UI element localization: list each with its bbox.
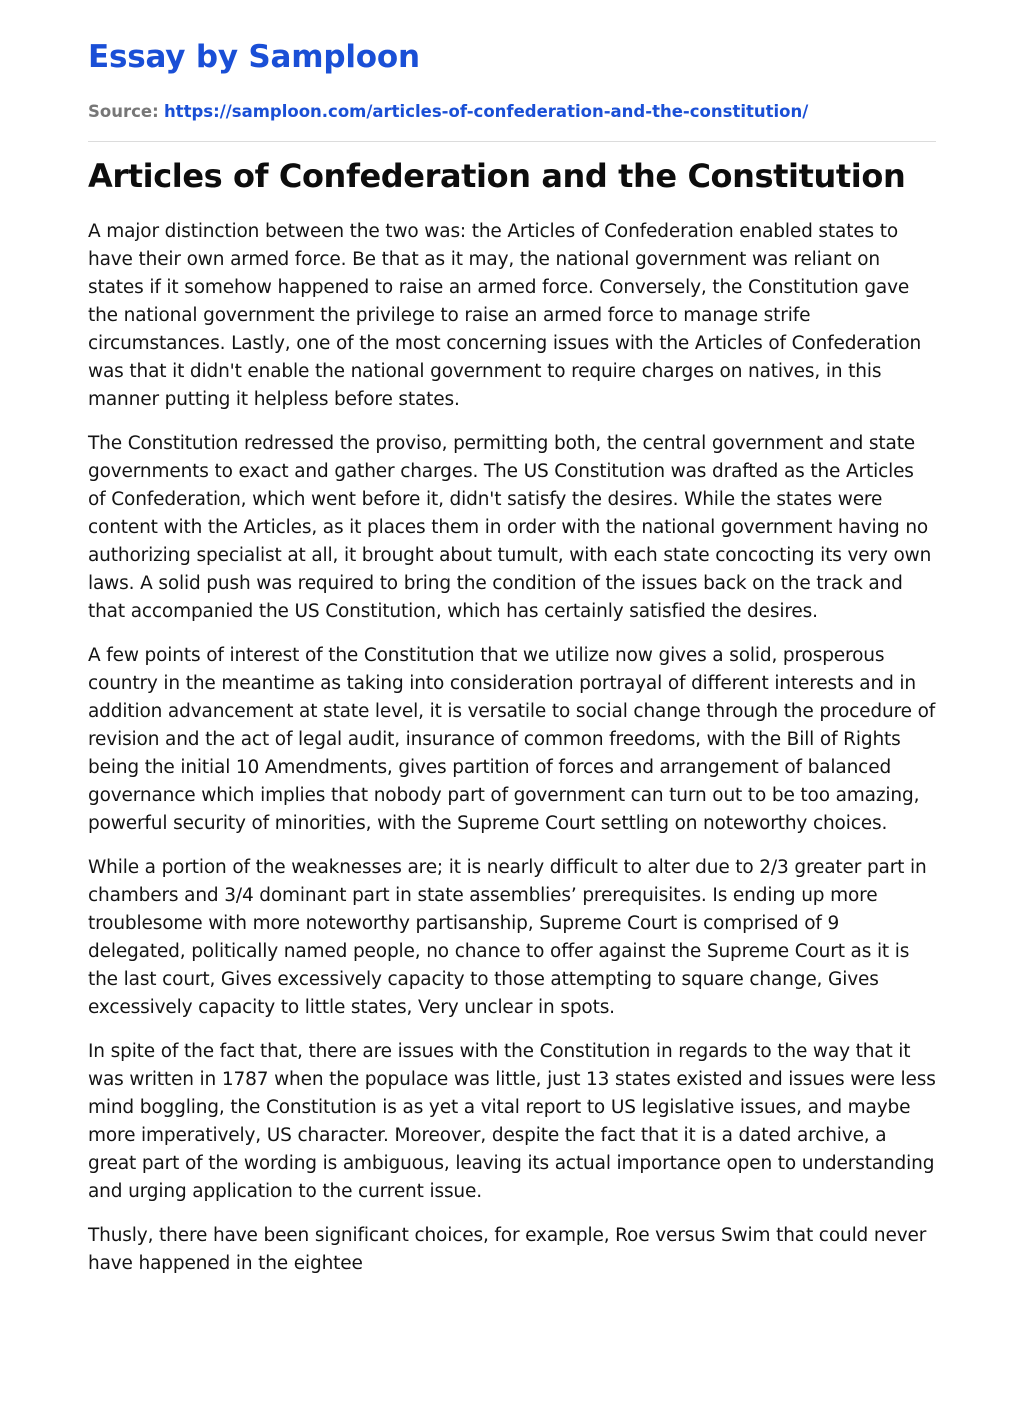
article-paragraph: In spite of the fact that, there are issues with the Constitution in regards to the way that it was written in 1787 when the populace was little, just 13 states existed and issues were less mind boggling, the Constitution is as yet a vital report to US legislative issues, and maybe more imperatively, US character. Moreover, despite the fact that it is a dated archive, a great part of the wording is ambiguous, leaving its actual importance open to understanding and urging application to the current issue. — [88, 1041, 936, 1202]
article-title: Articles of Confederation and the Constitution — [88, 157, 906, 195]
article-paragraph: The Constitution redressed the proviso, permitting both, the central government and state governments to exact and gather charges. The US Constitution was drafted as the Articles of Confederation, which went before it, didn't satisfy the desires. While the states were content with the Articles, as it places them in order with the national government having no authorizing specialist at all, it brought about tumult, with each state concocting its very own laws. A solid push was required to bring the condition of the issues back on the track and that accompanied the US Constitution, which has certainly satisfied the desires. — [88, 433, 932, 622]
source-link[interactable]: https://samploon.com/articles-of-confederation-and-the-constitution/ — [163, 102, 809, 121]
article-paragraph: Thusly, there have been significant choices, for example, Roe versus Swim that could never have happened in the eightee — [88, 1225, 927, 1274]
source-line — [88, 100, 936, 124]
header-divider — [88, 141, 936, 142]
source-label: Source: — [88, 102, 159, 121]
article-paragraph: A major distinction between the two was: the Articles of Confederation enabled states to have their own armed force. Be that as it may, the national government was reliant on states if it somehow happened to raise an armed force. Conversely, the Constitution gave the national government the privilege to raise an armed force to manage strife circumstances. Lastly, one of the most concerning issues with the Articles of Confederation was that it didn't enable the national government to require charges on natives, in this manner putting it helpless before states. — [88, 221, 922, 410]
article-body — [88, 218, 936, 1278]
article-paragraph: While a portion of the weaknesses are; it is nearly difficult to alter due to 2/3 greater part in chambers and 3/4 dominant part in state assemblies’ prerequisites. Is ending up more troublesome with more noteworthy partisanship, Supreme Court is comprised of 9 delegated, politically named people, no chance to offer against the Supreme Court as it is the last court, Gives excessively capacity to those attempting to square change, Gives excessively capacity to little states, Very unclear in spots. — [88, 857, 927, 1018]
brand-header — [88, 0, 936, 76]
brand-link[interactable]: Essay by Samploon — [88, 39, 420, 75]
article-paragraph: A few points of interest of the Constitution that we utilize now gives a solid, prosperous country in the meantime as taking into consideration portrayal of different interests and in addition advancement at state level, it is versatile to social change through the procedure of revision and the act of legal audit, insurance of common freedoms, with the Bill of Rights being the initial 10 Amendments, gives partition of forces and arrangement of balanced governance which implies that nobody part of government can turn out to be too amazing, powerful security of minorities, with the Supreme Court settling on noteworthy choices. — [88, 645, 936, 834]
